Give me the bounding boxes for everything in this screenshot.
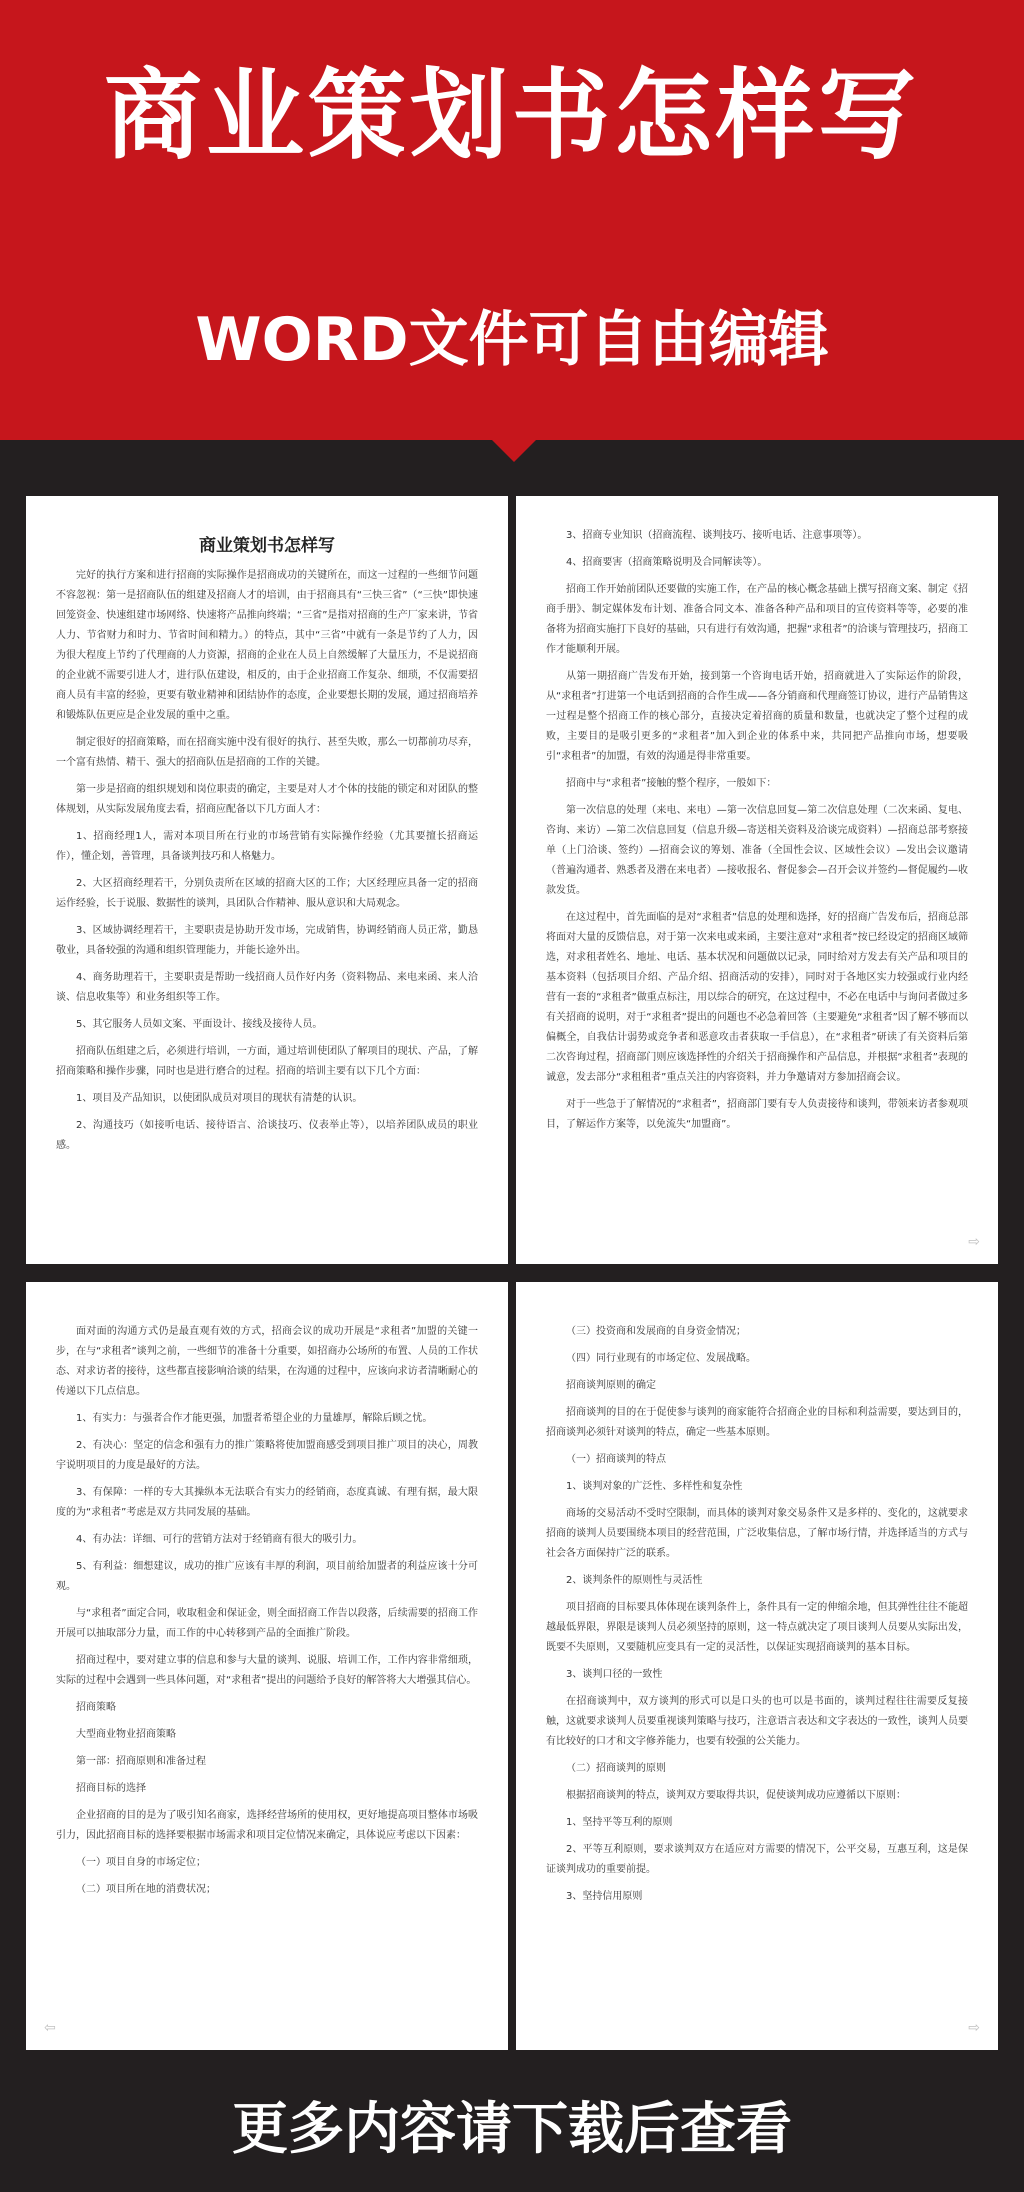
document-paragraph: 招商过程中，要对建立事的信息和参与大量的谈判、说服、培训工作，工作内容非常细琐，实际的过程中会遇到一些具体问题，对“求租者”提出的问题给予良好的解答将大大增强其信心。 [56,1655,478,1686]
document-paragraph: 4、商务助理若干，主要职责是帮助一线招商人员作好内务（资料物品、来电来函、来人洽谈、信息收集等）和业务组织等工作。 [56,972,478,1003]
document-title: 商业策划书怎样写 [199,536,335,556]
document-paragraph: 项目招商的目标要具体体现在谈判条件上，条件具有一定的伸缩余地，但其弹性往往不能超越最低界限，界限是谈判人员必须坚持的原则，这一特点就决定了项目谈判人员要从实际出发，既要不失原则，又要随机应变具有一定的灵活性，以保证实现招商谈判的基本目标。 [546,1602,968,1653]
document-page-1 [26,496,508,1264]
document-paragraph: （一）招商谈判的特点 [566,1454,666,1465]
document-paragraph: 1、有实力：与强者合作才能更强，加盟者希望企业的力量雄厚，解除后顾之忧。 [76,1413,433,1424]
document-paragraph: （二）项目所在地的消费状况； [76,1884,216,1895]
document-paragraph: 第一次信息的处理（来电、来电）—第一次信息回复—第二次信息处理（二次来函、复电、咨询、来访）—第二次信息回复（信息升级—寄送相关资料及洽谈完成资料）—招商总部考察接单（上门洽谈、签约）—招商会议的筹划、准备（全国性会议、区域性会议）—发出会议邀请（普遍沟通者、熟悉者及潜在来电者）—接收报名、督促参会—召开会议并签约—督促履约—收款发货。 [546,805,968,896]
document-paragraph: 在招商谈判中，双方谈判的形式可以是口头的也可以是书面的，谈判过程往往需要反复接触，这就要求谈判人员要重视谈判策略与技巧，注意语言表达和文字表达的一致性，谈判人员要有比较好的口才和文字修养能力，也要有较强的公关能力。 [546,1696,968,1747]
document-paragraph: 2、大区招商经理若干，分别负责所在区域的招商大区的工作；大区经理应具备一定的招商运作经验，长于说服、数据性的谈判，具团队合作精神、服从意识和大局观念。 [56,878,478,909]
document-paragraph: （四）同行业现有的市场定位、发展战略。 [566,1353,756,1364]
document-paragraph: 2、平等互利原则，要求谈判双方在适应对方需要的情况下，公平交易，互惠互利，这是保证谈判成功的重要前提。 [546,1844,968,1875]
document-paragraph: 招商中与“求租者”接触的整个程序，一般如下： [566,778,777,789]
document-paragraph: 1、项目及产品知识，以使团队成员对项目的现状有清楚的认识。 [76,1093,363,1104]
document-paragraph: 招商队伍组建之后，必须进行培训，一方面，通过培训使团队了解项目的现状、产品，了解招商策略和操作步骤，同时也是进行磨合的过程。招商的培训主要有以下几个方面： [56,1046,478,1077]
document-paragraph: 第一步是招商的组织规划和岗位职责的确定，主要是对人才个体的技能的锁定和对团队的整体规划，从实际发展角度去看，招商应配备以下几方面人才： [56,784,478,815]
document-paragraph: 与“求租者”面定合同，收取租金和保证金，则全面招商工作告以段落，后续需要的招商工作开展可以抽取部分力量，而工作的中心转移到产品的全面推广阶段。 [56,1608,478,1639]
document-page-2 [516,496,998,1264]
document-paragraph: 根据招商谈判的特点，谈判双方要取得共识，促使谈判成功应遵循以下原则： [566,1790,906,1801]
arrow-right-icon[interactable]: ⇨ [968,2020,980,2036]
banner-subtitle: WORD文件可自由编辑 [195,305,829,375]
document-paragraph: 3、坚持信用原则 [566,1891,643,1902]
header-banner [0,0,1024,440]
document-paragraph: 3、有保障：一样的专大其操纵本无法联合有实力的经销商，态度真诚、有理有据，最大限度的为“求租者”考虑是双方共同发展的基础。 [56,1487,478,1518]
document-paragraph: 1、招商经理1人，需对本项目所在行业的市场营销有实际操作经验（尤其要擅长招商运作），懂企划，善管理，具备谈判技巧和人格魅力。 [56,831,478,862]
document-paragraph: 制定很好的招商策略，而在招商实施中没有很好的执行、甚至失败，那么一切都前功尽弃，一个富有热情、精干、强大的招商队伍是招商的工作的关键。 [56,737,478,768]
document-paragraph: （一）项目自身的市场定位； [76,1857,206,1868]
document-paragraph: 4、招商要害（招商策略说明及合同解读等）。 [566,557,768,568]
document-paragraph: 3、谈判口径的一致性 [566,1669,663,1680]
document-paragraph: 面对面的沟通方式仍是最直观有效的方式，招商会议的成功开展是“求租者”加盟的关键一步，在与“求租者”谈判之前，一些细节的准备十分重要，如招商办公场所的布置、人员的工作状态、对求访者的接待，这些都直接影响洽谈的结果，在沟通的过程中，应该向求访者清晰耐心的传递以下几点信息。 [56,1326,478,1397]
document-paragraph: （二）招商谈判的原则 [566,1763,666,1774]
arrow-left-icon[interactable]: ⇦ [44,2020,56,2036]
document-paragraph: 商场的交易活动不受时空限制，而具体的谈判对象交易条件又是多样的、变化的，这就要求招商的谈判人员要围绕本项目的经营范围，广泛收集信息，了解市场行情，并选择适当的方式与社会各方面保持广泛的联系。 [546,1508,968,1559]
document-paragraph: 完好的执行方案和进行招商的实际操作是招商成功的关键所在，而这一过程的一些细节问题不容忽视：第一是招商队伍的组建及招商人才的培训，由于招商具有“三快三省”（“三快”即快速回笼资金、快速组建市场网络、快速将产品推向终端；“三省”是指对招商的生产厂家来讲，节省人力、节省财力和时力、节省时间和精力。）的特点，其中“三省”中就有一条是节约了人力，因为很大程度上节约了代理商的人力资源，招商的企业在人员上自然缓解了大量压力，不是说招商的企业就不需要引进人才，进行队伍建设，相反的，由于企业招商工作复杂、细琐，不仅需要招商人员有丰富的经验，更要有敬业精神和团结协作的态度，企业要想长期的发展，通过招商培养和锻炼队伍更应是企业发展的重中之重。 [56,570,478,721]
document-paragraph: 对于一些急于了解情况的“求租者”，招商部门要有专人负责接待和谈判，带领来访者参观项目，了解运作方案等，以免流失“加盟商”。 [546,1099,968,1130]
document-paragraph: （三）投资商和发展商的自身资金情况； [566,1326,746,1337]
document-paragraph: 从第一期招商广告发布开始，接到第一个咨询电话开始，招商就进入了实际运作的阶段，从“求租者”打进第一个电话到招商的合作生成——各分销商和代理商签订协议，进行产品销售这一过程是整个招商工作的核心部分，直接决定着招商的质量和数量，也就决定了整个过程的成败，主要目的是吸引更多的“求租者”加入到企业的体系中来，共同把产品推向市场，想要吸引“求租者”的加盟，有效的沟通是得非常重要。 [546,671,968,762]
document-paragraph: 1、谈判对象的广泛性、多样性和复杂性 [566,1481,743,1492]
banner-pointer-icon [490,438,538,462]
document-paragraph: 1、坚持平等互利的原则 [566,1817,673,1828]
page-1-body [56,566,478,1156]
page-2-body [546,526,968,1135]
document-paragraph: 招商目标的选择 [76,1783,146,1794]
document-paragraph: 5、其它服务人员如文案、平面设计、接线及接待人员。 [76,1019,323,1030]
document-paragraph: 3、招商专业知识（招商流程、谈判技巧、接听电话、注意事项等）。 [566,530,868,541]
document-paragraph: 4、有办法：详细、可行的营销方法对于经销商有很大的吸引力。 [76,1534,363,1545]
arrow-right-icon[interactable]: ⇨ [968,1234,980,1250]
document-paragraph: 在这过程中，首先面临的是对“求租者”信息的处理和选择，好的招商广告发布后，招商总部将面对大量的反馈信息，对于第一次来电或来函，主要注意对“求租者”按已经设定的招商区域筛选，对求租者姓名、地址、电话、基本状况和问题做以记录，同时给对方发去有关产品和项目的基本资料（包括项目介绍、产品介绍、招商活动的安排），同时对于各地区实力较强或行业内经营有一套的“求租者”做重点标注，用以综合的研究，在这过程中，不必在电话中与询问者做过多有关招商的说明，对于“求租者”提出的问题也不必急着回答（主要避免“求租者”因了解不够而以偏概全，自我估计弱势或竞争者和恶意攻击者获取一手信息），在“求租者”研读了有关资料后第二次咨询过程，招商部门则应该选择性的介绍关于招商操作和产品信息，并根据“求租者”表现的诚意，发去部分“求租租者”重点关注的内容资料，并力争邀请对方参加招商会议。 [546,912,968,1083]
document-paragraph: 招商谈判原则的确定 [566,1380,656,1391]
page-3-body [56,1322,478,1900]
page-4-body [546,1322,968,1907]
document-paragraph: 2、谈判条件的原则性与灵活性 [566,1575,703,1586]
banner-title: 商业策划书怎样写 [103,59,920,173]
document-paragraph: 大型商业物业招商策略 [76,1729,176,1740]
document-paragraph: 2、有决心：坚定的信念和强有力的推广策略将使加盟商感受到项目推广项目的决心，周教宇说明项目的力度是最好的方法。 [56,1440,478,1471]
document-paragraph: 2、沟通技巧（如接听电话、接待语言、洽谈技巧、仪表举止等），以培养团队成员的职业感。 [56,1120,478,1151]
document-paragraph: 第一部：招商原则和准备过程 [76,1756,206,1767]
footer-caption: 更多内容请下载后查看 [232,2097,792,2162]
document-paragraph: 招商谈判的目的在于促使参与谈判的商家能符合招商企业的目标和利益需要，要达到目的，招商谈判必须针对谈判的特点，确定一些基本原则。 [546,1407,968,1438]
document-paragraph: 招商工作开始前团队还要做的实施工作，在产品的核心概念基础上撰写招商文案、制定《招商手册》、制定媒体发布计划、准备合同文本、准备各种产品和项目的宣传资料等等，必要的准备将为招商实施打下良好的基础，只有进行有效沟通，把握“求租者”的洽谈与管理技巧，招商工作才能顺利开展。 [546,584,968,655]
document-paragraph: 3、区域协调经理若干，主要职责是协助开发市场，完成销售，协调经销商人员正常，勤恳敬业，具备较强的沟通和组织管理能力，并能长途外出。 [56,925,478,956]
document-paragraph: 5、有利益：细想建议，成功的推广应该有丰厚的利润，项目前给加盟者的利益应该十分可观。 [56,1561,478,1592]
document-paragraph: 招商策略 [76,1702,116,1713]
document-paragraph: 企业招商的目的是为了吸引知名商家，选择经营场所的使用权，更好地提高项目整体市场吸引力，因此招商目标的选择要根据市场需求和项目定位情况来确定，具体说应考虑以下因素： [56,1810,478,1841]
document-page-3 [26,1282,508,2050]
document-page-4 [516,1282,998,2050]
